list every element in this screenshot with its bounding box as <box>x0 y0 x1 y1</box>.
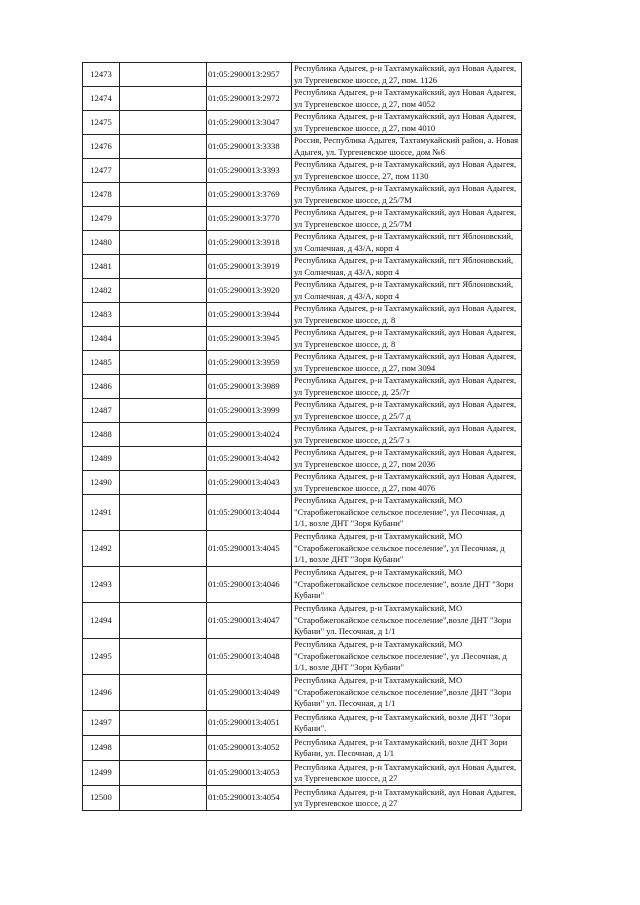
empty-cell <box>120 567 207 603</box>
table-row <box>83 423 522 447</box>
table-row <box>83 603 522 639</box>
register-table <box>82 62 522 811</box>
table-row <box>83 303 522 327</box>
address-cell: Республика Адыгея, р-н Тахтамукайский, аул Новая Адыгея, ул Тургеневское шоссе, д. 25/7г <box>292 375 522 399</box>
empty-cell <box>120 183 207 207</box>
row-number-cell: 12488 <box>83 423 120 447</box>
table-row <box>83 471 522 495</box>
table-row <box>83 111 522 135</box>
empty-cell <box>120 603 207 639</box>
table-row <box>83 207 522 231</box>
address-cell: Республика Адыгея, р-н Тахтамукайский, аул Новая Адыгея, ул Тургеневское шоссе, д 27, пом 2036 <box>292 447 522 471</box>
address-cell: Республика Адыгея, р-н Тахтамукайский, аул Новая Адыгея, ул Тургеневское шоссе, д 27 <box>292 786 522 811</box>
cadastral-number-cell: 01:05:2900013:4044 <box>207 495 292 531</box>
cadastral-number-cell: 01:05:2900013:3959 <box>207 351 292 375</box>
empty-cell <box>120 303 207 327</box>
table-row <box>83 495 522 531</box>
row-number-cell: 12482 <box>83 279 120 303</box>
row-number-cell: 12481 <box>83 255 120 279</box>
address-cell: Республика Адыгея, р-н Тахтамукайский, аул Новая Адыгея, ул Тургеневское шоссе, д. 8 <box>292 327 522 351</box>
cadastral-number-cell: 01:05:2900013:4048 <box>207 639 292 675</box>
empty-cell <box>120 531 207 567</box>
table-row <box>83 786 522 811</box>
table-row <box>83 711 522 736</box>
row-number-cell: 12473 <box>83 63 120 87</box>
empty-cell <box>120 111 207 135</box>
address-cell: Республика Адыгея, р-н Тахтамукайский, аул Новая Адыгея, ул Тургеневское шоссе, д 27 <box>292 761 522 786</box>
address-cell: Республика Адыгея, р-н Тахтамукайский, аул Новая Адыгея, ул Тургеневское шоссе, д 25/7М <box>292 207 522 231</box>
cadastral-number-cell: 01:05:2900013:3944 <box>207 303 292 327</box>
address-cell: Республика Адыгея, р-н Тахтамукайский, МО "Старобжегокайское сельское поселение", ул Песочная, д 1/1, возле ДНТ "Зоря Кубани" <box>292 495 522 531</box>
address-cell: Россия, Республика Адыгея, Тахтамукайский район, а. Новая Адыгея, ул. Тургеневское шоссе, дом №6 <box>292 135 522 159</box>
empty-cell <box>120 207 207 231</box>
cadastral-number-cell: 01:05:2900013:2972 <box>207 87 292 111</box>
row-number-cell: 12499 <box>83 761 120 786</box>
empty-cell <box>120 761 207 786</box>
cadastral-number-cell: 01:05:2900013:3945 <box>207 327 292 351</box>
cadastral-number-cell: 01:05:2900013:2957 <box>207 63 292 87</box>
empty-cell <box>120 447 207 471</box>
row-number-cell: 12485 <box>83 351 120 375</box>
cadastral-number-cell: 01:05:2900013:3989 <box>207 375 292 399</box>
table-row <box>83 736 522 761</box>
row-number-cell: 12476 <box>83 135 120 159</box>
empty-cell <box>120 736 207 761</box>
empty-cell <box>120 255 207 279</box>
table-row <box>83 87 522 111</box>
register-table-body <box>83 63 522 811</box>
table-row <box>83 399 522 423</box>
empty-cell <box>120 279 207 303</box>
empty-cell <box>120 786 207 811</box>
row-number-cell: 12490 <box>83 471 120 495</box>
empty-cell <box>120 375 207 399</box>
cadastral-number-cell: 01:05:2900013:3393 <box>207 159 292 183</box>
address-cell: Республика Адыгея, р-н Тахтамукайский, аул Новая Адыгея, ул Тургеневское шоссе, 27, пом 1130 <box>292 159 522 183</box>
row-number-cell: 12486 <box>83 375 120 399</box>
empty-cell <box>120 711 207 736</box>
address-cell: Республика Адыгея, р-н Тахтамукайский, МО "Старобжегокайское сельское поселение", ул Песочная, д 1/1, возле ДНТ "Зоря Кубани" <box>292 531 522 567</box>
address-cell: Республика Адыгея, р-н Тахтамукайский, МО "Старобжегокайское сельское поселение", ул .Песочная, д 1/1, возле ДНТ "Зори Кубани" <box>292 639 522 675</box>
table-row <box>83 567 522 603</box>
row-number-cell: 12498 <box>83 736 120 761</box>
address-cell: Республика Адыгея, р-н Тахтамукайский, аул Новая Адыгея, ул Тургеневское шоссе, д 27, пом 4010 <box>292 111 522 135</box>
table-row <box>83 447 522 471</box>
address-cell: Республика Адыгея, р-н Тахтамукайский, пгт Яблоновский, ул Солнечная, д 43/А, корп 4 <box>292 255 522 279</box>
row-number-cell: 12491 <box>83 495 120 531</box>
cadastral-number-cell: 01:05:2900013:3999 <box>207 399 292 423</box>
empty-cell <box>120 231 207 255</box>
cadastral-number-cell: 01:05:2900013:4049 <box>207 675 292 711</box>
row-number-cell: 12483 <box>83 303 120 327</box>
empty-cell <box>120 423 207 447</box>
row-number-cell: 12480 <box>83 231 120 255</box>
row-number-cell: 12478 <box>83 183 120 207</box>
address-cell: Республика Адыгея, р-н Тахтамукайский, аул Новая Адыгея, ул Тургеневское шоссе, д 27, пом. 1126 <box>292 63 522 87</box>
empty-cell <box>120 639 207 675</box>
row-number-cell: 12492 <box>83 531 120 567</box>
cadastral-number-cell: 01:05:2900013:4051 <box>207 711 292 736</box>
cadastral-number-cell: 01:05:2900013:4053 <box>207 761 292 786</box>
row-number-cell: 12474 <box>83 87 120 111</box>
cadastral-number-cell: 01:05:2900013:4024 <box>207 423 292 447</box>
empty-cell <box>120 159 207 183</box>
cadastral-number-cell: 01:05:2900013:3047 <box>207 111 292 135</box>
cadastral-number-cell: 01:05:2900013:4045 <box>207 531 292 567</box>
cadastral-number-cell: 01:05:2900013:4052 <box>207 736 292 761</box>
empty-cell <box>120 327 207 351</box>
table-row <box>83 279 522 303</box>
table-row <box>83 327 522 351</box>
table-row <box>83 255 522 279</box>
row-number-cell: 12484 <box>83 327 120 351</box>
address-cell: Республика Адыгея, р-н Тахтамукайский, пгт Яблоновский, ул Солнечная, д 43/А, корп 4 <box>292 279 522 303</box>
row-number-cell: 12493 <box>83 567 120 603</box>
table-row <box>83 351 522 375</box>
table-row <box>83 639 522 675</box>
address-cell: Республика Адыгея, р-н Тахтамукайский, МО "Старобжегокайское сельское поселение", возле ДНТ "Зори Кубани" <box>292 567 522 603</box>
cadastral-number-cell: 01:05:2900013:4043 <box>207 471 292 495</box>
empty-cell <box>120 399 207 423</box>
table-row <box>83 183 522 207</box>
cadastral-number-cell: 01:05:2900013:4054 <box>207 786 292 811</box>
empty-cell <box>120 135 207 159</box>
table-row <box>83 63 522 87</box>
empty-cell <box>120 471 207 495</box>
address-cell: Республика Адыгея, р-н Тахтамукайский, аул Новая Адыгея, ул Тургеневское шоссе, д 25/7 д <box>292 399 522 423</box>
cadastral-number-cell: 01:05:2900013:3769 <box>207 183 292 207</box>
row-number-cell: 12479 <box>83 207 120 231</box>
empty-cell <box>120 63 207 87</box>
row-number-cell: 12477 <box>83 159 120 183</box>
table-row <box>83 531 522 567</box>
table-row <box>83 761 522 786</box>
row-number-cell: 12497 <box>83 711 120 736</box>
table-row <box>83 135 522 159</box>
address-cell: Республика Адыгея, р-н Тахтамукайский, возле ДНТ "Зори Кубани". <box>292 711 522 736</box>
cadastral-number-cell: 01:05:2900013:4047 <box>207 603 292 639</box>
address-cell: Республика Адыгея, р-н Тахтамукайский, аул Новая Адыгея, ул Тургеневское шоссе, д 25/7 з <box>292 423 522 447</box>
address-cell: Республика Адыгея, р-н Тахтамукайский, аул Новая Адыгея, ул Тургеневское шоссе, д 25/7М <box>292 183 522 207</box>
table-row <box>83 375 522 399</box>
row-number-cell: 12500 <box>83 786 120 811</box>
cadastral-number-cell: 01:05:2900013:3920 <box>207 279 292 303</box>
table-row <box>83 231 522 255</box>
address-cell: Республика Адыгея, р-н Тахтамукайский, аул Новая Адыгея, ул Тургеневское шоссе, д 27, пом 4076 <box>292 471 522 495</box>
cadastral-number-cell: 01:05:2900013:4042 <box>207 447 292 471</box>
table-row <box>83 675 522 711</box>
row-number-cell: 12475 <box>83 111 120 135</box>
cadastral-number-cell: 01:05:2900013:3918 <box>207 231 292 255</box>
address-cell: Республика Адыгея, р-н Тахтамукайский, пгт Яблоновский, ул Солнечная, д 43/А, корп 4 <box>292 231 522 255</box>
cadastral-number-cell: 01:05:2900013:4046 <box>207 567 292 603</box>
row-number-cell: 12494 <box>83 603 120 639</box>
row-number-cell: 12487 <box>83 399 120 423</box>
row-number-cell: 12496 <box>83 675 120 711</box>
address-cell: Республика Адыгея, р-н Тахтамукайский, МО "Старобжегокайское сельское поселение",возле ДНТ "Зори Кубани" ул. Песочная, д 1/1 <box>292 603 522 639</box>
address-cell: Республика Адыгея, р-н Тахтамукайский, аул Новая Адыгея, ул Тургеневское шоссе, д 27, пом 3094 <box>292 351 522 375</box>
empty-cell <box>120 675 207 711</box>
address-cell: Республика Адыгея, р-н Тахтамукайский, МО "Старобжегокайское сельское поселение",возле ДНТ "Зори Кубани" ул. Песочная, д 1/1 <box>292 675 522 711</box>
row-number-cell: 12495 <box>83 639 120 675</box>
address-cell: Республика Адыгея, р-н Тахтамукайский, возле ДНТ Зори Кубани, ул. Песочная, д 1/1 <box>292 736 522 761</box>
empty-cell <box>120 495 207 531</box>
table-row <box>83 159 522 183</box>
cadastral-number-cell: 01:05:2900013:3919 <box>207 255 292 279</box>
empty-cell <box>120 351 207 375</box>
cadastral-number-cell: 01:05:2900013:3770 <box>207 207 292 231</box>
address-cell: Республика Адыгея, р-н Тахтамукайский, аул Новая Адыгея, ул Тургеневское шоссе, д 27, пом 4052 <box>292 87 522 111</box>
cadastral-number-cell: 01:05:2900013:3338 <box>207 135 292 159</box>
row-number-cell: 12489 <box>83 447 120 471</box>
empty-cell <box>120 87 207 111</box>
address-cell: Республика Адыгея, р-н Тахтамукайский, аул Новая Адыгея, ул Тургеневское шоссе, д. 8 <box>292 303 522 327</box>
